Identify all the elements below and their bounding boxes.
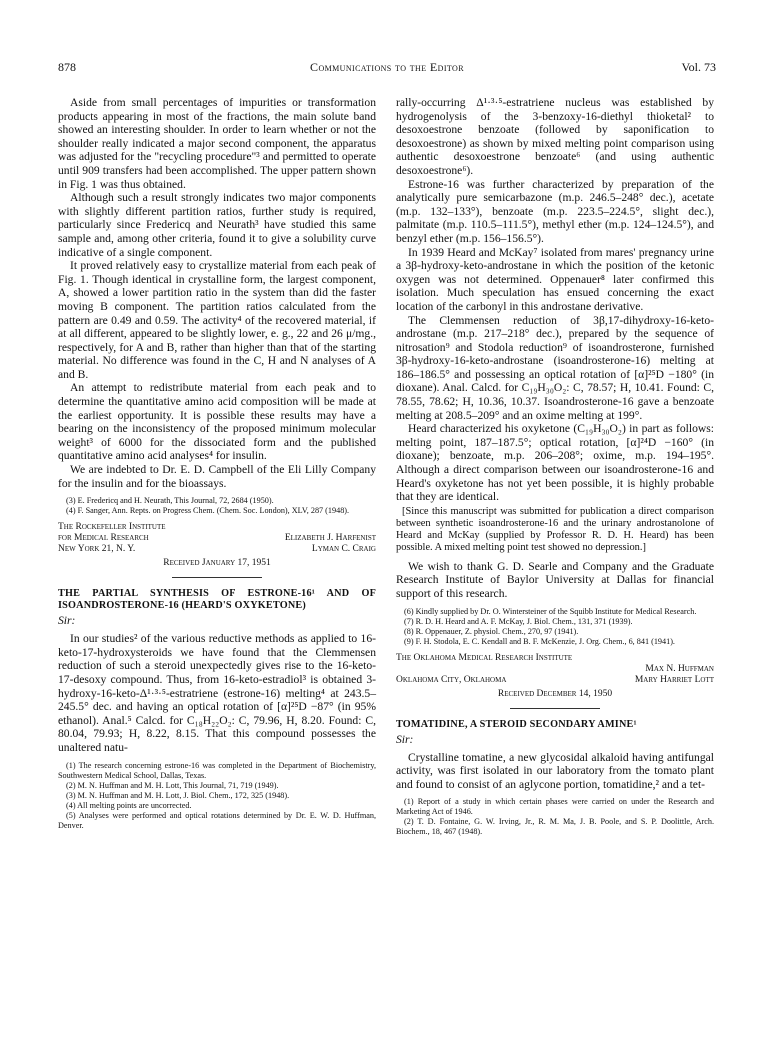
- affiliation-row: [58, 533, 376, 544]
- section-divider: [172, 577, 262, 578]
- author-name: Lyman C. Craig: [311, 544, 376, 555]
- page-number: 878: [58, 60, 76, 74]
- paragraph: Crystalline tomatine, a new glycosidal alkaloid having antifungal activity, was first isolated in our laboratory from the tomato plant and found to consist of an aglycone portion, tomatidine,² and a tet-: [396, 750, 714, 791]
- paragraph: In our studies² of the various reductive methods as applied to 16-keto-17-hydroxysteroids we have found that the Clemmensen reduction of such a steroid unexpectedly gives rise to the 16-keto-17-desoxy compound. Thus, from 16-keto-estradiol³ is obtained 3-hydroxy-16-keto-Δ¹·³·⁵-estratriene (estrone-16) melting⁴ at 243.5–245.5° dec. and having an optical rotation of [α]²⁵D −87° (in 95% ethanol). Anal.⁵ Calcd. for C₁₈H₂₂O₂: C, 79.96, H, 8.20. Found: C, 80.04, 79.93; H, 8.22, 8.15. That this compound possesses the unaltered natu-: [58, 632, 376, 754]
- footnote: (2) M. N. Huffman and M. H. Lott, This Journal, 71, 719 (1949).: [66, 780, 279, 790]
- volume-label: Vol. 73: [681, 60, 716, 74]
- bracket-note: [Since this manuscript was submitted for publication a direct comparison between synthetic isoandrosterone-16 and the urinary androstanolone of Heard and McKay (supplied by Professor R. D. H. Heard) has been possible. A mixed melting point test showed no depression.]: [396, 505, 714, 553]
- running-header: [58, 60, 716, 76]
- institution: The Oklahoma Medical Research Institute: [396, 652, 573, 663]
- footnote: (3) E. Fredericq and H. Neurath, This Journal, 72, 2684 (1950).: [66, 496, 274, 506]
- acknowledgment: We wish to thank G. D. Searle and Company and the Graduate Research Institute of Baylor University at Dallas for financial support of this research.: [396, 559, 714, 600]
- paragraph: The Clemmensen reduction of 3β,17-dihydroxy-16-keto-androstane (m.p. 217–218° dec.), prepared by the sequence of nitrosation⁹ and Stodola reduction⁹ of isoandrosterone, furnished 3β-hydroxy-16-keto-androstane (isoandrosterone-16) melting at 186–186.5° and possessing an optical rotation of [α]²⁵D −180° (in dioxane). Anal. Calcd. for C₁₉H₃₀O₂: C, 78.57; H, 10.41. Found: C, 78.55, 78.62; H, 10.36, 10.37. Isoandrosterone-16 gave a benzoate melting at 208.5–209° and an oxime melting at 199°.: [396, 313, 714, 422]
- affiliation-row: [58, 544, 376, 555]
- salutation: Sir:: [58, 614, 76, 628]
- received-date: Received December 14, 1950: [497, 688, 613, 699]
- left-column: [58, 96, 376, 837]
- salutation: Sir:: [396, 732, 414, 746]
- affiliation-row: [396, 664, 714, 675]
- affiliation: for Medical Research: [58, 533, 149, 544]
- footnote: (7) R. D. H. Heard and A. F. McKay, J. Biol. Chem., 131, 371 (1939).: [404, 616, 633, 626]
- paragraph: Estrone-16 was further characterized by preparation of the analytically pure semicarbazone (m.p. 246.5–248° dec.), acetate (m.p. 132–133°), benzoate (m.p. 223.5–224.5°, slight dec.), palmitate (m.p. 110.5–111.5°), methyl ether (m.p. 124–124.5°), and benzyl ether (m.p. 156–156.5°).: [396, 177, 714, 245]
- author-name: Mary Harriet Lott: [634, 674, 714, 685]
- footnote: (8) R. Oppenauer, Z. physiol. Chem., 270, 97 (1941).: [404, 626, 579, 636]
- paragraph: Although such a result strongly indicates two major components with slightly different partition ratios, further study is required, particularly since Fredericq and Neurath³ have studied this same sample and, among other criteria, found it to give a solubility curve indicative of a single component.: [58, 191, 376, 259]
- author-name: Max N. Huffman: [645, 663, 714, 674]
- footnotes: [58, 496, 376, 516]
- footnotes: [58, 761, 376, 831]
- affiliation: New York 21, N. Y.: [58, 544, 136, 555]
- footnotes: [396, 607, 714, 647]
- footnote: (1) The research concerning estrone-16 was completed in the Department of Biochemistry, Southwestern Medical School, Dallas, Texas.: [58, 760, 376, 780]
- footnote: (4) F. Sanger, Ann. Repts. on Progress Chem. (Chem. Soc. London), XLV, 287 (1948).: [66, 506, 350, 516]
- paragraph: rally-occurring Δ¹·³·⁵-estratriene nucleus was established by hydrogenolysis of the 3-benzoxy-16-diethyl thioketal² to desoxoestrone benzoate (followed by saponification to desoxoestrone) as shown by mixed melting point comparison using authentic desoxoestrone benzoate⁶ (and using authentic desoxoestrone⁶).: [396, 96, 714, 177]
- running-title: Communications to the Editor: [310, 60, 464, 74]
- paragraph: Heard characterized his oxyketone (C₁₉H₃₀O₂) in part as follows: melting point, 187–187.5°; optical rotation, [α]²⁴D −160° (in dioxane); benzoate, m.p. 206–208°; oxime, m.p. 194–195°. Although a direct comparison between our isoandrosterone-16 and Heard's oxyketone has not yet been possible, it is highly probable that they are identical.: [396, 422, 714, 504]
- paragraph: We are indebted to Dr. E. D. Campbell of the Eli Lilly Company for the insulin and for the bioassays.: [58, 463, 376, 490]
- received-date: Received January 17, 1951: [163, 558, 271, 569]
- paragraph: Aside from small percentages of impurities or transformation products appearing in most of the fractions, the main solute band showed an interesting shoulder. In order to learn whether or not the shoulder really indicated a major second component, the apparatus was adjusted for the "recycling procedure"³ and permitted to operate until 909 transfers had been accomplished. The upper pattern shown in Fig. 1 was thus obtained.: [58, 96, 376, 191]
- right-column: [396, 96, 714, 843]
- paragraph: It proved relatively easy to crystallize material from each peak of Fig. 1. Though identical in crystalline form, the largest component, A, showed a lower partition ratio in the system than did the faster moving B component. The partition ratios calculated from the pattern are 0.49 and 0.59. The activity⁴ of the recovered material, if at all different, appeared to be slightly lower, e. g., 22 and 26 μ/mg., respectively, for A and B, rather than higher than that of the starting material. No difference was found in the C, H and N analyses of A and B.: [58, 259, 376, 381]
- footnote: (3) M. N. Huffman and M. H. Lott, J. Biol. Chem., 172, 325 (1948).: [66, 790, 290, 800]
- affiliation: Oklahoma City, Oklahoma: [396, 674, 507, 685]
- footnote: (5) Analyses were performed and optical rotations determined by Dr. E. W. D. Huffman, Denver.: [58, 810, 376, 830]
- paragraph: An attempt to redistribute material from each peak and to determine the quantitative amino acid composition will be made at the earliest opportunity. It is possible these results may have a bearing on the inconsistency of the proposed minimum molecular weight³ of 6000 for the dissociated form and the published quantitative amino acid analyses⁴ for insulin.: [58, 381, 376, 463]
- article-title: TOMATIDINE, A STEROID SECONDARY AMINE¹: [396, 718, 637, 730]
- author-name: Elizabeth J. Harfenist: [284, 533, 376, 544]
- section-divider: [510, 708, 600, 709]
- footnote: (4) All melting points are uncorrected.: [66, 800, 192, 810]
- footnotes: [396, 797, 714, 837]
- footnote: (2) T. D. Fontaine, G. W. Irving, Jr., R. M. Ma, J. B. Poole, and S. P. Doolittle, Arch. Biochem., 18, 467 (1948).: [396, 817, 714, 837]
- article-title: THE PARTIAL SYNTHESIS OF ESTRONE-16¹ AND OF ISOANDROSTERONE-16 (HEARD'S OXYKETONE): [58, 588, 376, 612]
- footnote: (6) Kindly supplied by Dr. O. Wintersteiner of the Squibb Institute for Medical Research.: [404, 606, 697, 616]
- paragraph: In 1939 Heard and McKay⁷ isolated from mares' pregnancy urine a 3β-hydroxy-keto-androstane in which the position of the ketonic oxygen was not determined. Oppenauer⁸ later confirmed this isolation. Much speculation has ensued concerning the exact location of the carbonyl in this androstane derivative.: [396, 245, 714, 313]
- institution: The Rockefeller Institute: [58, 522, 166, 533]
- footnote: (9) F. H. Stodola, E. C. Kendall and B. F. McKenzie, J. Org. Chem., 6, 841 (1941).: [404, 636, 675, 646]
- affiliation-row: [396, 675, 714, 686]
- footnote: (1) Report of a study in which certain phases were carried on under the Research and Marketing Act of 1946.: [396, 797, 714, 817]
